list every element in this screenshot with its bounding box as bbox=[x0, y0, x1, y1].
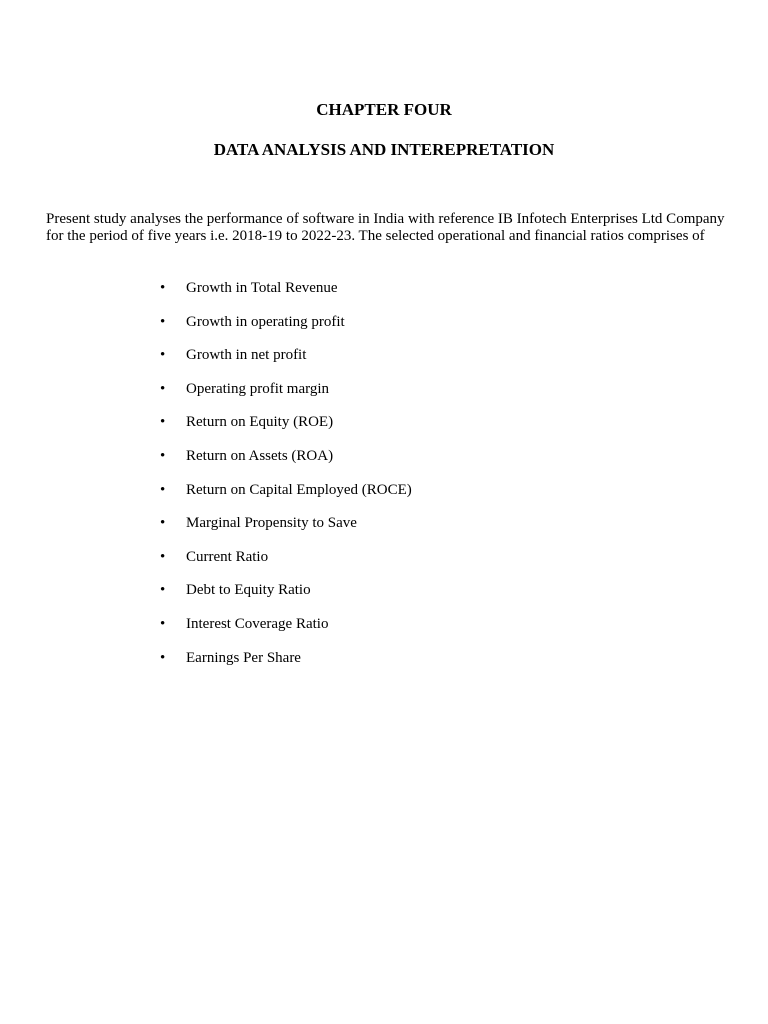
bullet-icon: • bbox=[160, 347, 166, 364]
bullet-icon: • bbox=[160, 380, 166, 397]
bullet-icon: • bbox=[160, 313, 166, 330]
list-item-label: Return on Assets (ROA) bbox=[186, 447, 334, 464]
chapter-title-heading: DATA ANALYSIS AND INTEREPRETATION bbox=[213, 140, 555, 159]
list-item-label: Growth in operating profit bbox=[186, 313, 345, 330]
chapter-number-heading: CHAPTER FOUR bbox=[316, 100, 452, 119]
list-item-label: Growth in net profit bbox=[186, 347, 307, 364]
list-item-label: Current Ratio bbox=[186, 548, 269, 565]
list-item-label: Interest Coverage Ratio bbox=[186, 615, 329, 632]
bullet-icon: • bbox=[160, 447, 166, 464]
bullet-icon: • bbox=[160, 548, 166, 565]
list-item-label: Earnings Per Share bbox=[186, 649, 301, 666]
list-item-label: Marginal Propensity to Save bbox=[186, 515, 357, 532]
bullet-icon: • bbox=[160, 481, 166, 498]
bullet-icon: • bbox=[160, 280, 166, 296]
bullet-icon: • bbox=[160, 615, 166, 632]
bullet-icon: • bbox=[160, 515, 166, 532]
bullet-icon: • bbox=[160, 582, 166, 599]
bullet-icon: • bbox=[160, 414, 166, 431]
list-item-label: Operating profit margin bbox=[186, 380, 330, 397]
list-item-label: Growth in Total Revenue bbox=[186, 280, 338, 296]
intro-paragraph: Present study analyses the performance of software in India with reference IB Infotech Enterprises Ltd Company for the period of five years i.e. 2018-19 to 2022-23. The selected operational and financial ratios comprises of bbox=[46, 211, 725, 244]
list-item-label: Return on Equity (ROE) bbox=[186, 414, 334, 431]
list-item-label: Return on Capital Employed (ROCE) bbox=[186, 481, 412, 498]
list-item-label: Debt to Equity Ratio bbox=[186, 582, 311, 599]
bullet-icon: • bbox=[160, 649, 166, 666]
